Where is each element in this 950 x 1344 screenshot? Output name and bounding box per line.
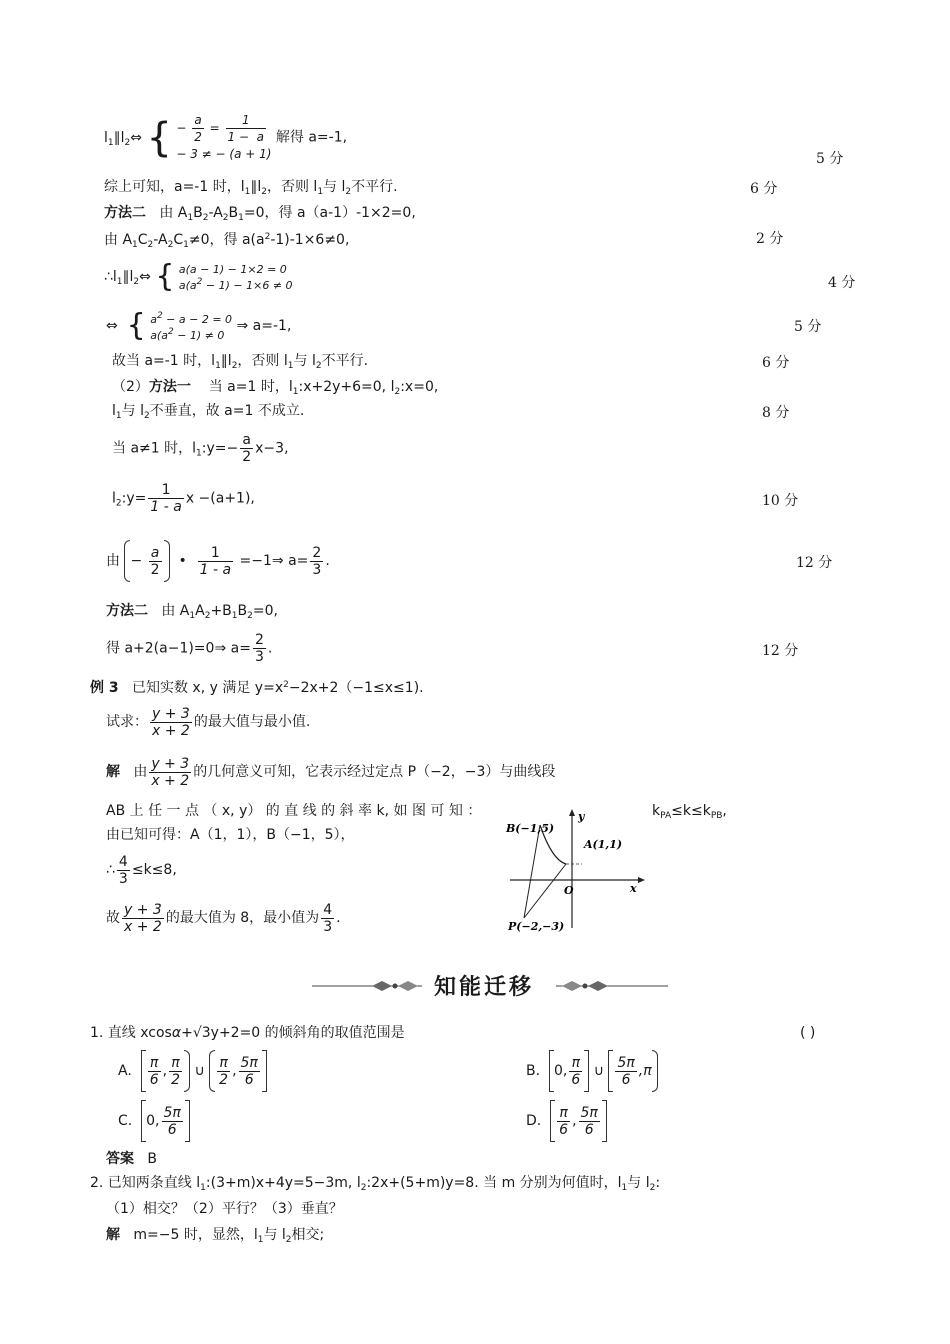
slope-figure [500,808,650,934]
label-x: x [630,882,637,895]
option-c[interactable]: C. 0, $\frac{5\pi}{6}$ [118,1100,190,1142]
example3-solution-4: ∴ $\frac{4}{3}$ ≤k≤8, [106,853,177,887]
q1-statement: 1. 直线 xcosα+√3y+2=0 的倾斜角的取值范围是 [90,1025,405,1041]
example3-solution-2: AB 上 任 一 点 （ x, y） 的 直 线 的 斜 率 k, 如 图 可 知 ： [106,803,482,819]
part2-line: （2）方法一 当 a=1 时，$l_1:x+2y+6=0$, $l_2:x=0$, [112,379,439,397]
not-perpendicular-line: $l_1$与 $l_2$不垂直，故 a=1 不成立. [112,403,305,421]
label-b: B(−1,5) [506,822,555,835]
label-y: y [578,810,585,823]
l2-equation: $l_2:y=$ $\frac{1}{1 - a}$ x −(a+1), [112,482,255,515]
conclusion-line: 故当 a=-1 时，$l_1\parallel l_2$，否则 $l_1$与 $l_2$不平行. [112,353,369,371]
q2-solution: 解 m=−5 时，显然，$l_1$与 $l_2$相交; [106,1227,325,1245]
score: 8 分 [762,405,790,421]
option-d[interactable]: D. $\frac{\pi}{6}$ , $\frac{5\pi}{6}$ [526,1100,607,1142]
line-pb [524,825,540,918]
case-a-ne-1: 当 a≠1 时，$l_1:y=-$ $\frac{a}{2}$ x−3, [112,432,289,465]
section-heading [312,968,668,1008]
get-a-line: 得 a+2(a−1)=0⇒ a= $\frac{2}{3}$ . [106,632,273,665]
score: 5 分 [794,319,822,335]
q1-answer: 答案 B [106,1151,157,1167]
method2-line1: 方法二 由 $A_1B_2-A_2B_1=0$，得 a（a-1）-1×2=0, [104,205,416,223]
label-o: O [564,884,574,897]
label-p: P(−2,−3) [508,920,565,933]
example3-solution-1: 解 由 $\frac{y + 3}{x + 2}$ 的几何意义可知，它表示经过定点 P（−2，−3）与曲线段 [106,755,556,789]
example3-solution-5: 故 $\frac{y + 3}{x + 2}$ 的最大值为 8，最小值为 $\frac{4}{3}$ . [106,901,341,935]
method2-line2: 由 $A_1C_2-A_2C_1\ne 0$，得 $a(a^2-1)-1\times 6\ne 0$, [104,232,350,250]
score: 12 分 [796,555,833,571]
therefore-parallel: $\therefore l_1\parallel l_2\Leftrightarrow$ { a(a − 1) − 1×2 = 0 $a(a^2 - 1) - 1\times 6 \ne 0$ [104,259,293,294]
q2-statement: 2. 已知两条直线 $l_1:(3+m)x+4y=5-3m$, $l_2:2x+(5+m)y=8$. 当 m 分别为何值时，$l_1$与 $l_2$: [90,1175,661,1193]
parallel-condition: $l_1\parallel l_2\Leftrightarrow$ { − $\frac{a}{2}$ = $\frac{1}{1 - a}$ − 3 ≠ − (a + 1) 解得 a=-1, [104,113,348,161]
solve-text: 解得 a=-1, [275,129,348,146]
example3-solution-3: 由已知可得：A（1，1），B（−1，5）， [106,827,355,843]
summary-line: 综上可知，a=-1 时，$l_1\parallel l_2$，否则 $l_1$与 $l_2$不平行. [104,179,398,197]
score: 12 分 [762,643,799,659]
line-pa [524,864,566,918]
slope-range: $k_{PA}\le k\le k_{PB}$, [652,803,727,821]
equiv-system: ⇔ { $a^2 - a - 2 = 0$ $a(a^2 - 1) \ne 0$ ⇒ a=-1, [106,308,292,343]
option-a[interactable]: A. $\frac{\pi}{6}$ , $\frac{\pi}{2}$ ∪ $\frac{\pi}{2}$ , $\frac{5\pi}{6}$ [118,1050,267,1092]
perpendicular-condition: 由 − $\frac{a}{2}$ • $\frac{1}{1 - a}$ =−1⇒ a= $\frac{2}{3}$ . [106,540,330,582]
score: 10 分 [762,493,799,509]
label-a: A(1,1) [584,838,623,851]
score: 5 分 [816,151,844,167]
score: 6 分 [762,355,790,371]
example3-ask: 试求： $\frac{y + 3}{x + 2}$ 的最大值与最小值. [106,705,311,739]
example3-statement: 例 3 已知实数 x, y 满足 $y=x^2-2x+2(-1\le x\le 1)$. [90,680,424,696]
q1-answer-paren: ( ) [800,1025,816,1041]
heading-title: 知能迁移 [434,975,535,1000]
option-b[interactable]: B. 0, $\frac{\pi}{6}$ ∪ $\frac{5\pi}{6}$ ,π [526,1050,658,1092]
score: 4 分 [828,275,856,291]
score: 6 分 [750,181,778,197]
q2-subquestions: （1）相交？（2）平行？（3）垂直？ [106,1201,343,1217]
method2b-line: 方法二 由 $A_1A_2+B_1B_2=0$, [106,603,278,621]
score: 2 分 [756,231,784,247]
